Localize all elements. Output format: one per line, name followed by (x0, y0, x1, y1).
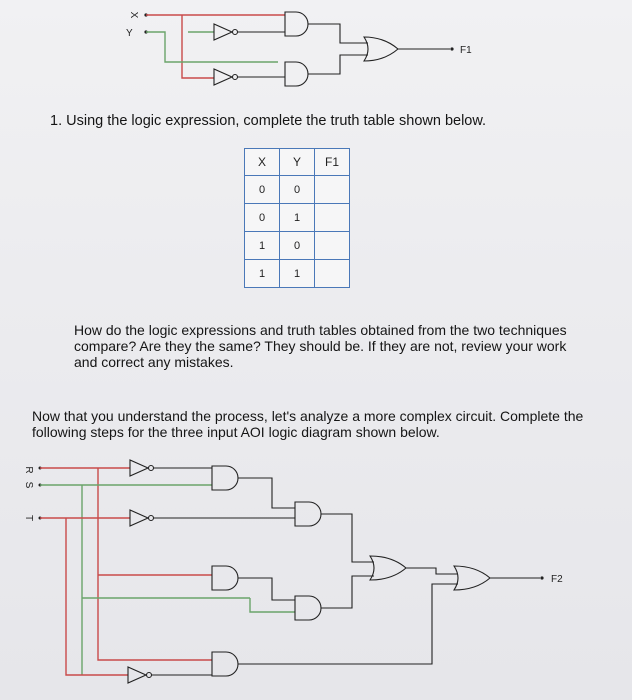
not-gate-r (130, 460, 148, 476)
cell-y: 0 (280, 176, 315, 204)
table-row (245, 204, 350, 232)
paragraph-complex-circuit: Now that you understand the process, let's analyze a more complex circuit. Complete the following steps for the three input AOI logic diagram shown below. (32, 408, 584, 440)
table-row (245, 232, 350, 260)
not-gate-t (130, 510, 148, 526)
and-gate-b (295, 502, 321, 526)
input-label-s: S (23, 481, 34, 489)
header-f1: F1 (315, 149, 350, 176)
or-gate-b (454, 566, 490, 590)
header-x: X (245, 149, 280, 176)
cell-x: 1 (245, 232, 280, 260)
and-gate-d (295, 596, 321, 620)
cell-f1-blank[interactable] (315, 204, 350, 232)
cell-y: 1 (280, 204, 315, 232)
not-gate-2 (214, 69, 232, 85)
cell-x: 1 (245, 260, 280, 288)
cell-x: 0 (245, 204, 280, 232)
table-row (245, 260, 350, 288)
header-y: Y (280, 149, 315, 176)
and-gate-1 (285, 12, 308, 36)
and-gate-a (212, 466, 238, 490)
and-gate-2 (285, 62, 308, 86)
cell-f1-blank[interactable] (315, 260, 350, 288)
or-gate-a (370, 556, 406, 580)
cell-x: 0 (245, 176, 280, 204)
truth-table-header-row (245, 149, 350, 176)
input-label-r: R (23, 466, 34, 474)
not-gate-1 (214, 24, 232, 40)
cell-f1-blank[interactable] (315, 232, 350, 260)
output-label-f1: F1 (460, 45, 472, 56)
table-row (245, 176, 350, 204)
cell-f1-blank[interactable] (315, 176, 350, 204)
or-gate-1 (364, 37, 398, 61)
output-label-f2: F2 (551, 574, 563, 585)
paragraph-compare: How do the logic expressions and truth tables obtained from the two techniques compare? Are they the same? They should be. If they are not, review your work and correct any mistakes. (74, 322, 567, 370)
and-gate-c (212, 566, 238, 590)
input-label-y: Y (126, 28, 133, 39)
logic-diagram-1 (0, 0, 632, 110)
question-1: 1. Using the logic expression, complete the truth table shown below. (50, 113, 487, 129)
truth-table (244, 148, 350, 288)
and-gate-e (212, 652, 238, 676)
not-gate-bottom (128, 667, 146, 683)
cell-y: 1 (280, 260, 315, 288)
input-label-x: X (128, 11, 139, 19)
input-label-t: T (23, 514, 34, 522)
cell-y: 0 (280, 232, 315, 260)
